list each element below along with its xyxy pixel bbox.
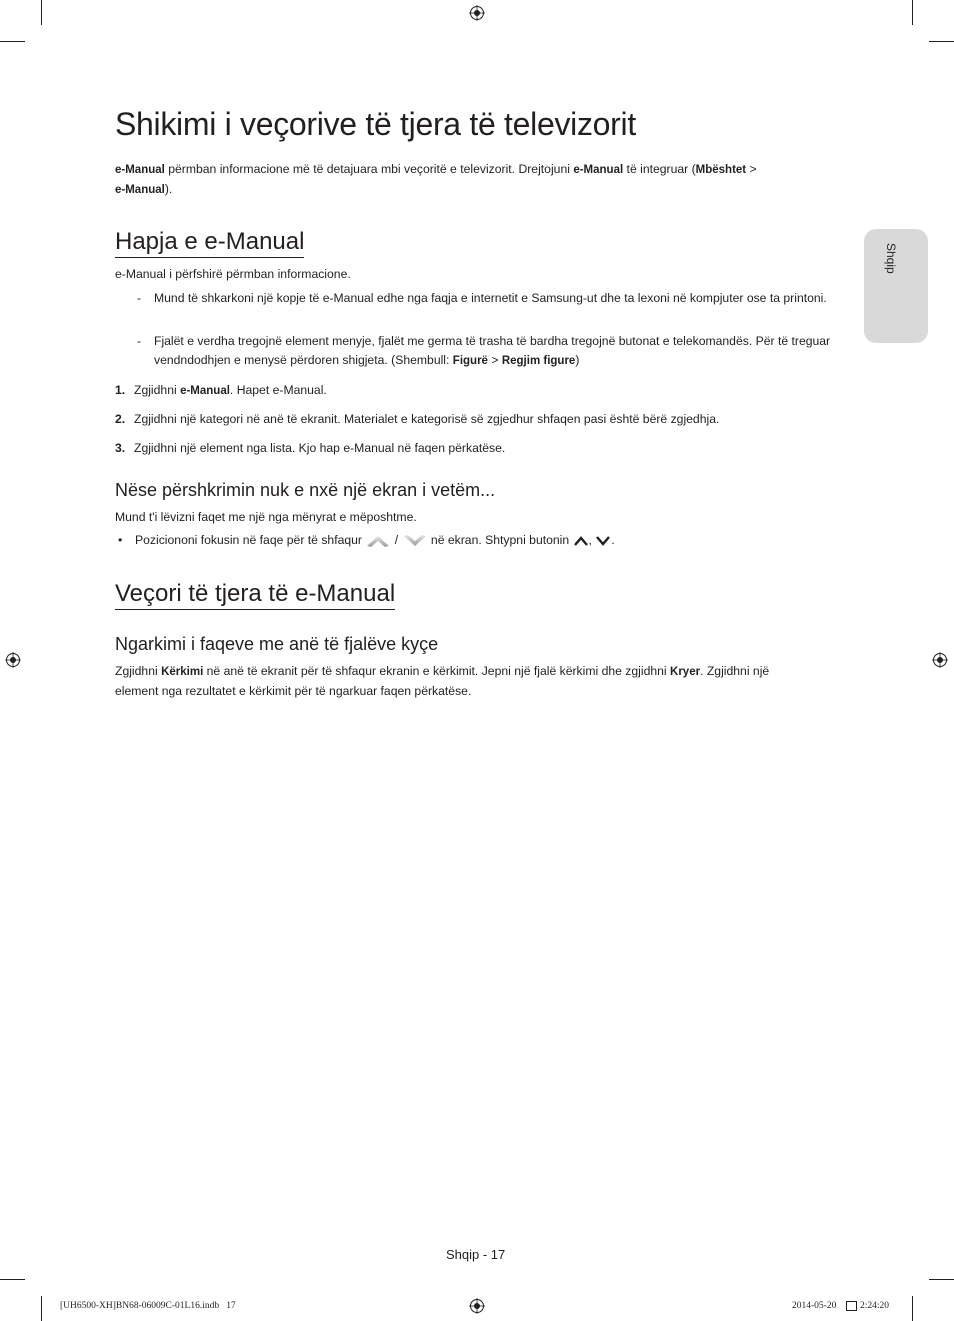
scroll-up-icon <box>365 532 391 550</box>
step-text: Zgjidhni <box>134 383 181 397</box>
crop-mark <box>41 1296 42 1321</box>
intro-text: përmban informacione më të detajuara mbi veçoritë e televizorit. Drejtojuni <box>164 162 574 176</box>
crop-mark <box>912 1296 913 1321</box>
section-paragraph <box>115 662 815 701</box>
item-text: ) <box>575 353 580 367</box>
chevron-up-icon <box>573 534 589 548</box>
ui-term: e-Manual <box>180 385 230 397</box>
crop-mark <box>912 0 913 25</box>
bullet-text: , <box>588 533 592 547</box>
paragraph-text: Zgjidhni <box>115 664 162 678</box>
step-item <box>115 381 835 401</box>
registration-mark-icon <box>469 1298 485 1314</box>
language-side-tab <box>864 229 928 343</box>
step-item <box>115 410 835 429</box>
step-number: 1. <box>115 383 126 397</box>
crop-mark <box>0 1279 25 1280</box>
dash-mark: - <box>137 334 142 348</box>
intro-paragraph <box>115 160 805 200</box>
step-number: 2. <box>115 412 126 426</box>
ui-term: Kërkimi <box>161 666 204 678</box>
ui-term: Mbështet <box>695 164 747 176</box>
page-number: Shqip - 17 <box>446 1247 506 1262</box>
dash-mark: - <box>137 291 142 305</box>
list-item <box>137 332 842 371</box>
section-heading: Veçori të tjera të e-Manual <box>115 580 395 610</box>
print-time: 2:24:20 <box>860 1301 890 1311</box>
subsection-heading: Nëse përshkrimin nuk e nxë një ekran i vetëm... <box>115 480 496 500</box>
bullet-text: Poziciononi fokusin në faqe për të shfaqur <box>135 533 362 547</box>
crop-mark <box>929 1279 954 1280</box>
registration-mark-icon <box>5 652 21 668</box>
step-item <box>115 439 835 458</box>
list-item-text: Mund të shkarkoni një kopje të e-Manual edhe nga faqja e internetit e Samsung-ut dhe ta lexoni në kompjuter ose ta printoni. <box>154 291 827 305</box>
print-date: 2014-05-20 <box>792 1301 837 1311</box>
section-heading: Hapja e e-Manual <box>115 228 304 258</box>
scroll-down-icon <box>402 532 428 550</box>
item-text: > <box>487 353 502 367</box>
intro-text: të integruar ( <box>623 162 696 176</box>
bullet-text: . <box>611 533 615 547</box>
subsection-heading: Ngarkimi i faqeve me anë të fjalëve kyçe <box>115 634 439 654</box>
bullet-text: në ekran. Shtypni butonin <box>430 533 570 547</box>
list-item-text <box>154 332 842 371</box>
intro-text: > <box>746 162 757 176</box>
bullet-mark: • <box>118 533 123 547</box>
section-lead: e-Manual i përfshirë përmban informacione. <box>115 267 351 281</box>
page-title: Shikimi i veçorive të tjera të televizorit <box>115 106 636 142</box>
item-text: Fjalët e verdha tregojnë element menyje, fjalët me germa të trasha të bardha tregojnë butonat e telekomandës. Për të treguar vendndodhjen e menysë përdoren shigjeta. (Shembull: <box>154 334 831 367</box>
crop-mark <box>41 0 42 25</box>
crop-mark <box>929 41 954 42</box>
step-text: . Hapet e-Manual. <box>229 383 327 397</box>
ui-term: e-Manual <box>115 164 165 176</box>
step-text: Zgjidhni një element nga lista. Kjo hap e-Manual në faqen përkatëse. <box>134 441 506 455</box>
intro-text: ). <box>164 182 173 196</box>
ui-term: Regjim figure <box>501 355 576 367</box>
list-item <box>137 289 842 308</box>
ui-term: e-Manual <box>573 164 624 176</box>
subsection-lead: Mund t'i lëvizni faqet me një nga mënyrat e mëposhtme. <box>115 510 417 524</box>
ui-term: e-Manual <box>115 184 165 196</box>
crop-mark <box>0 41 25 42</box>
paragraph-text: në anë të ekranit për të shfaqur ekranin e kërkimit. Jepni një fjalë kërkimi dhe zgjidhni <box>203 664 671 678</box>
step-number: 3. <box>115 441 126 455</box>
registration-mark-icon <box>932 652 948 668</box>
bullet-item <box>118 531 818 550</box>
side-tab-label: Shqip <box>884 243 898 274</box>
ui-term: Figurë <box>452 355 488 367</box>
registration-mark-icon <box>469 5 485 21</box>
bullet-text: / <box>394 533 399 547</box>
chevron-down-icon <box>595 534 611 548</box>
step-text: Zgjidhni një kategori në anë të ekranit. Materialet e kategorisë së zgjedhur shfaqen pasi është bërë zgjedhja. <box>134 412 720 426</box>
paragraph-text: . Zgjidhni një element nga rezultatet e kërkimit për të ngarkuar faqen përkatëse. <box>115 664 770 698</box>
print-file-info: [UH6500-XH]BN68-06009C-01L16.indb 17 <box>60 1301 236 1311</box>
print-clock-icon <box>846 1301 857 1311</box>
ui-term: Kryer <box>670 666 701 678</box>
